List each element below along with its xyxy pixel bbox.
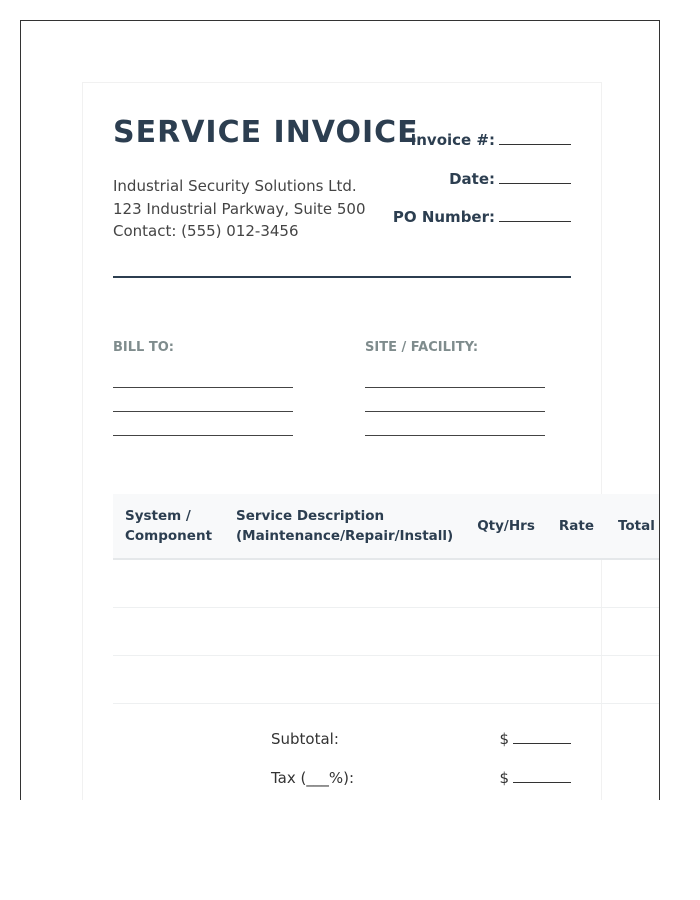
table-row [113, 559, 660, 608]
header-service-description: Service Description (Maintenance/Repair/Install) [224, 494, 465, 559]
cell[interactable] [224, 559, 465, 608]
site-facility-lines [365, 387, 545, 459]
bill-to-line[interactable] [113, 411, 293, 412]
date-label: Date: [449, 169, 495, 188]
subtotal-label: Subtotal: [271, 730, 339, 748]
tax-amount [499, 769, 571, 787]
tax-field[interactable] [513, 770, 571, 783]
invoice-number-label: Invoice #: [410, 131, 495, 149]
company-contact: Contact: (555) 012-3456 [113, 222, 299, 240]
cell[interactable] [547, 656, 606, 704]
cell[interactable] [606, 656, 660, 704]
cell[interactable] [465, 608, 547, 656]
cell[interactable] [113, 656, 224, 704]
site-facility-line[interactable] [365, 387, 545, 388]
cell[interactable] [606, 608, 660, 656]
cell[interactable] [465, 656, 547, 704]
site-facility-line[interactable] [365, 435, 545, 436]
table-header-row [113, 494, 660, 559]
po-number-label: PO Number: [392, 208, 495, 226]
invoice-title: SERVICE INVOICE [113, 115, 419, 150]
header-rate: Rate [547, 494, 606, 559]
bill-to-label: BILL TO: [113, 340, 174, 355]
site-facility-line[interactable] [365, 411, 545, 412]
invoice-number-row [393, 131, 571, 170]
header-system-component: System / Component [113, 494, 224, 559]
header-qty-hrs: Qty/Hrs [465, 494, 547, 559]
company-info [113, 175, 366, 243]
page-frame [20, 20, 660, 800]
invoice-number-field[interactable] [499, 132, 571, 145]
po-number-field[interactable] [499, 209, 571, 222]
cell[interactable] [224, 656, 465, 704]
cell[interactable] [224, 608, 465, 656]
cell[interactable] [547, 608, 606, 656]
table-row [113, 608, 660, 656]
subtotal-amount [499, 730, 571, 748]
subtotal-field[interactable] [513, 731, 571, 744]
date-row [393, 170, 571, 209]
cell[interactable] [547, 559, 606, 608]
tax-label: Tax (___%): [271, 769, 355, 787]
service-items-table [113, 494, 660, 704]
invoice-sheet [82, 82, 655, 800]
cell[interactable] [113, 608, 224, 656]
cell[interactable] [465, 559, 547, 608]
subtotal-row [271, 730, 571, 748]
po-number-row [393, 208, 571, 247]
currency-symbol: $ [499, 730, 509, 748]
header-divider [113, 276, 571, 278]
company-address: 123 Industrial Parkway, Suite 500 [113, 199, 366, 218]
currency-symbol: $ [499, 769, 509, 787]
cell[interactable] [606, 559, 660, 608]
bill-to-lines [113, 387, 293, 459]
invoice-meta [393, 131, 571, 247]
bill-to-line[interactable] [113, 387, 293, 388]
date-field[interactable] [499, 171, 571, 184]
bill-to-line[interactable] [113, 435, 293, 436]
cell[interactable] [113, 559, 224, 608]
company-name: Industrial Security Solutions Ltd. [113, 177, 357, 195]
tax-row [271, 769, 571, 787]
site-facility-label: SITE / FACILITY: [365, 340, 479, 355]
table-row [113, 656, 660, 704]
header-total: Total [606, 494, 660, 559]
